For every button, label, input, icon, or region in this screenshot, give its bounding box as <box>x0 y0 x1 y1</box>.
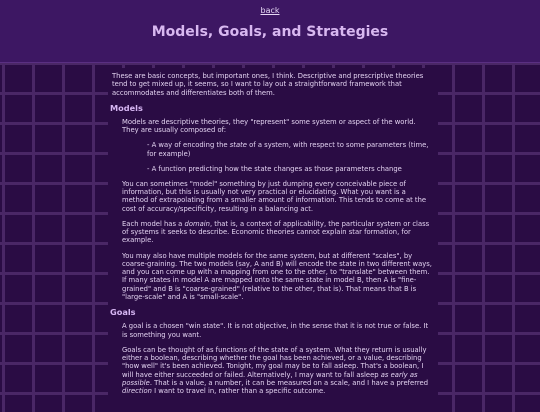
goals-paragraph-2-text-b: . That is a value, a number, it can be measured on a scale, and I have a preferred <box>149 378 429 387</box>
models-heading: Models <box>110 102 143 113</box>
goals-paragraph-2-emphasis-1: as early as possible <box>122 370 418 387</box>
intro-paragraph: These are basic concepts, but important ones, I think. Descriptive and prescriptive theories tend to get mixed up, it seems, so I want to lay out a straightforward framework that accommodates and differentiates both of them. <box>112 72 424 97</box>
goals-heading: Goals <box>110 307 136 318</box>
models-list-item-1 <box>122 141 434 158</box>
goals-paragraph-2-text-c: I want to travel in, rather than a specific outcome. <box>151 387 326 396</box>
goals-paragraph-1: A goal is a chosen "win state". It is not objective, in the sense that it is not true or false. It is something you want. <box>122 322 429 339</box>
goals-paragraph-2-emphasis-2: direction <box>122 387 152 396</box>
goals-section <box>112 322 434 395</box>
back-link[interactable]: back <box>260 6 280 15</box>
goals-paragraph-2-text-a: Goals can be thought of as functions of the state of a system. What they return is usually either a boolean, describing whether the goal has been achieved, or a value, describing "how well" it's been achieved. Tonight, my goal may be to fall asleep. That's a boolean, I will have either succeeded or failed. Alternatively, I may want to fall asleep <box>122 345 427 379</box>
models-list-item-1-text-b: of a system, with respect to some parameters (time, for example) <box>147 141 429 158</box>
models-paragraph-3-text-a: Each model has a <box>122 219 185 228</box>
models-paragraph-4: You may also have multiple models for the same system, but at different "scales", by coarse-graining. The two models (say, A and B) will encode the state in two different ways, and you can come up with a mapping from one to the other, to "translate" between them. If many states in model A are mapped onto the same state in model B, then A is "fine-grained" and B is "coarse-grained" (relative to the other, that is). That means that B is "large-scale" and A is "small-scale". <box>122 251 432 302</box>
models-paragraph-1: Models are descriptive theories, they "represent" some system or aspect of the world. They are usually composed of: <box>122 117 416 135</box>
models-list-item-1-emphasis: state <box>229 141 247 150</box>
page-header <box>0 0 540 63</box>
models-list-item-1-text-a: - A way of encoding the <box>147 141 230 150</box>
models-paragraph-2: You can sometimes "model" something by just dumping every conceivable piece of information, but this is usually not very practical or elucidating. What you want is a method of extrapolating from a smaller amount of information. This tends to come at the cost of accuracy/specificity, resulting in a balancing act. <box>122 179 427 213</box>
models-paragraph-3 <box>122 220 434 245</box>
models-section <box>112 118 434 301</box>
article-body <box>108 68 438 412</box>
goals-paragraph-2 <box>122 346 434 396</box>
models-paragraph-3-emphasis: domain <box>184 219 210 228</box>
models-list-item-2: - A function predicting how the state changes as those parameters change <box>147 164 402 173</box>
page-title: Models, Goals, and Strategies <box>151 24 389 40</box>
models-paragraph-3-text-b: , that is, a context of applicability, the particular system or class of systems it seeks to describe. Economic theories cannot explain star formation, for example. <box>122 219 430 245</box>
